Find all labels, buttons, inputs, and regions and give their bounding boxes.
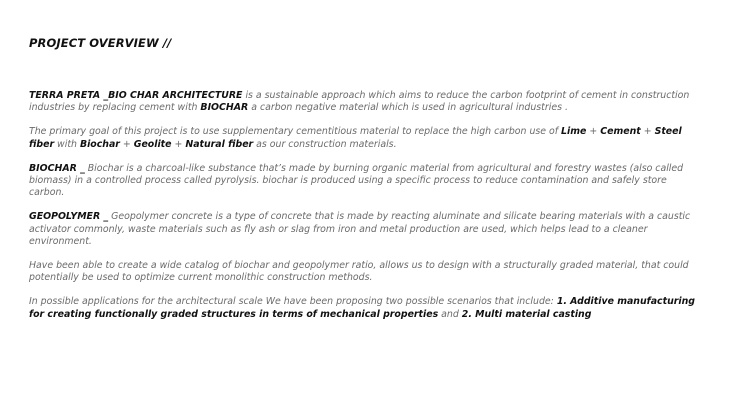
intro-text-1: is a sustainable approach which aims to reduce the carbon footprint of cement in construction industries by replacing cement with — [29, 90, 690, 114]
goal-biochar: Biochar — [79, 138, 120, 150]
goal-text-2: as our construction materials. — [253, 138, 397, 150]
intro-term: TERRA PRETA _BIO CHAR ARCHITECTURE — [29, 90, 243, 101]
goal-with: with — [54, 138, 80, 150]
goal-natural-fiber: Natural fiber — [185, 138, 254, 150]
biochar-text: Biochar is a charcoal-like substance that’s made by burning organic material from agricultural and forestry wastes (also called biomass) in a controlled process called pyrolysis. biochar is produced using a specific process to reduce contamination and safely store carbon. — [29, 162, 684, 199]
catalog-paragraph: Have been able to create a wide catalog of biochar and geopolymer ratio, allows us to design with a structurally graded material, that could potentially be used to optimize current monolithic construction methods. — [29, 260, 689, 284]
geopolymer-text: Geopolymer concrete is a type of concrete that is made by reacting aluminate and silicate bearing materials with a caustic activator commonly, waste materials such as fly ash or slag from iron and metal production are used, which helps lead to a cleaner environment. — [29, 211, 691, 247]
biochar-term: BIOCHAR _ — [29, 162, 85, 174]
intro-biochar: BIOCHAR — [200, 102, 249, 114]
goal-lime: Lime — [561, 126, 587, 138]
intro-text-2: a carbon negative material which is used in agricultural industries . — [248, 102, 568, 114]
goal-steel-fiber: Steel fiber — [29, 126, 682, 150]
goal-plus-1: + — [586, 126, 601, 138]
goal-plus-3: + — [119, 138, 134, 150]
applications-item-2: 2. Multi material casting — [461, 308, 592, 320]
applications-item-1: 1. Additive manufacturing for creating functionally graded structures in terms of mechanical properties — [29, 296, 695, 320]
geopolymer-paragraph — [29, 211, 701, 248]
goal-geolite: Geolite — [133, 138, 172, 150]
goal-plus-2: + — [640, 126, 655, 138]
applications-text-1: In possible applications for the architectural scale We have been proposing two possible scenarios that include: — [29, 296, 557, 308]
applications-and: and — [438, 308, 462, 320]
geopolymer-term: GEOPOLYMER _ — [29, 211, 109, 223]
goal-paragraph — [29, 126, 701, 150]
biochar-paragraph — [29, 163, 701, 200]
document-page — [29, 36, 701, 333]
applications-paragraph — [29, 296, 701, 320]
goal-plus-4: + — [171, 138, 186, 150]
page-title: PROJECT OVERVIEW // — [29, 36, 172, 50]
goal-text-1: The primary goal of this project is to use supplementary cementitious material to replace the high carbon use of — [29, 126, 562, 138]
intro-paragraph — [29, 90, 701, 114]
goal-cement: Cement — [600, 126, 641, 138]
